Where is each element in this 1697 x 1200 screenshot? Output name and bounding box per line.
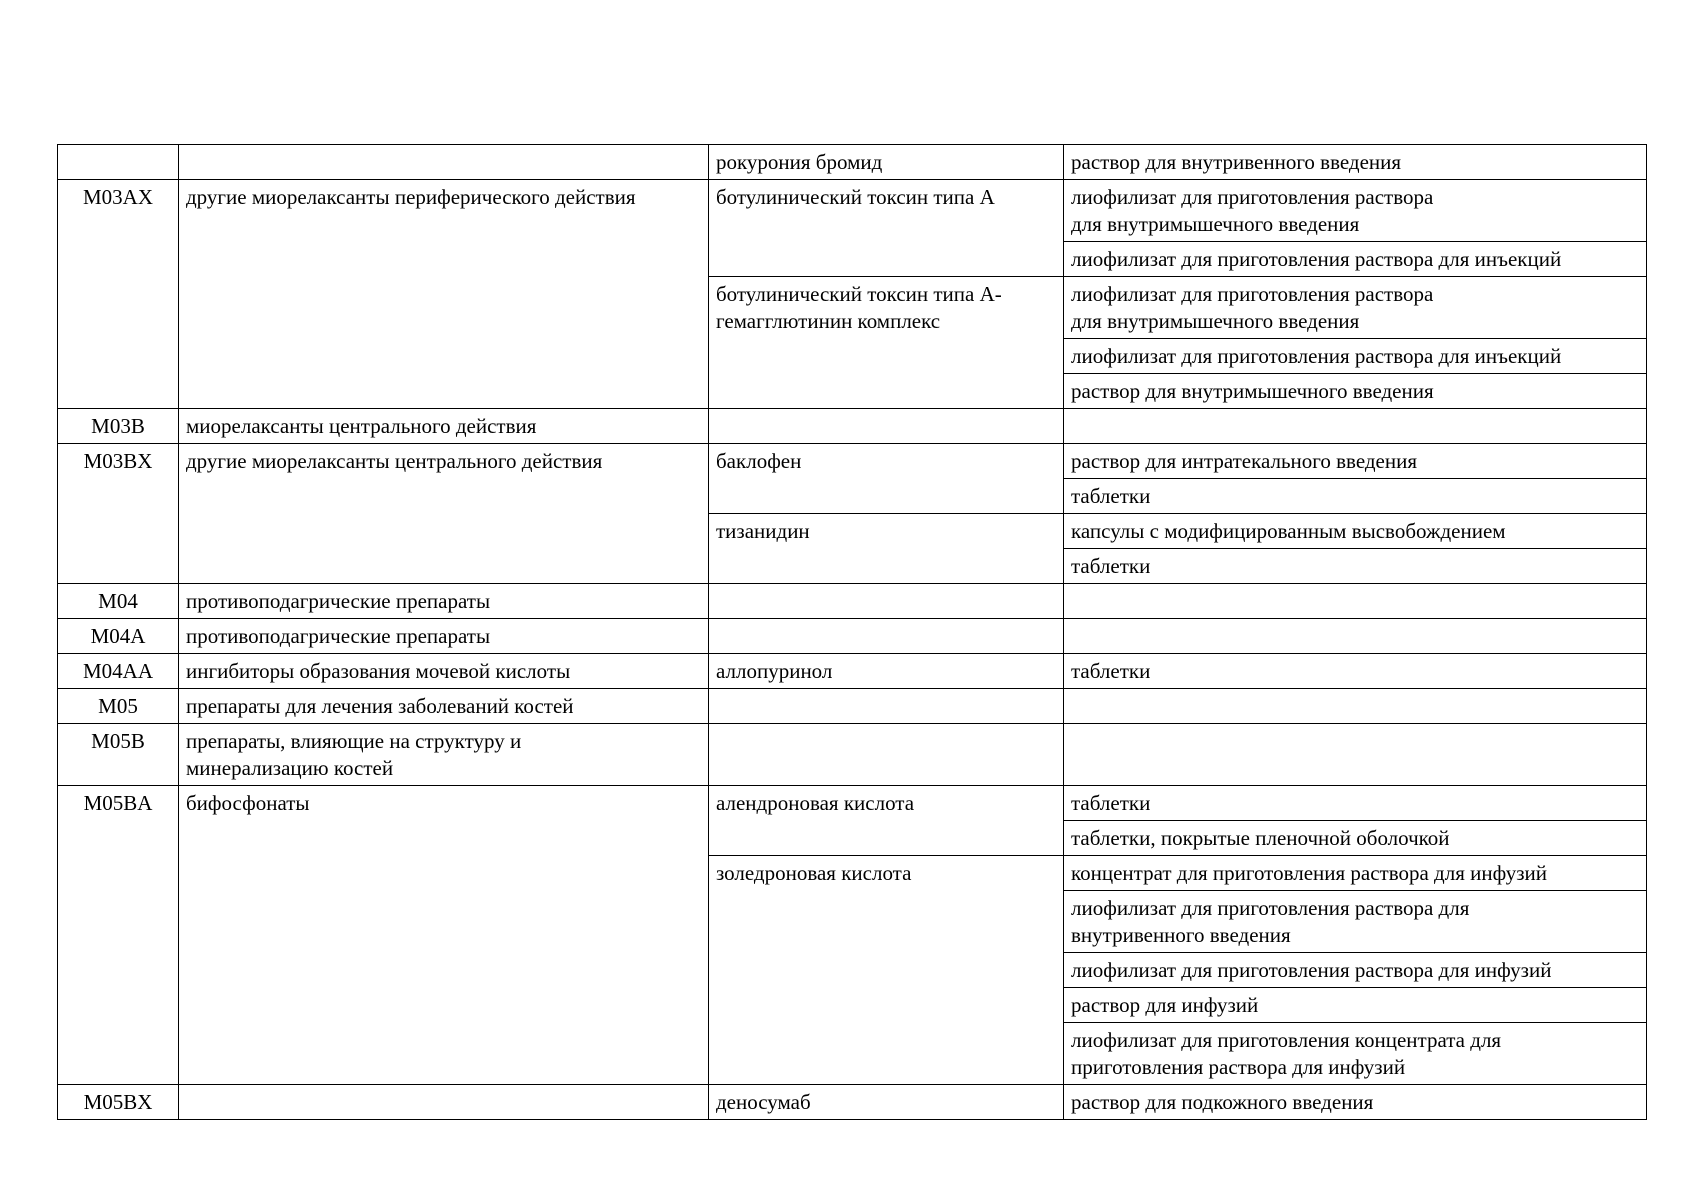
dosage-form-cell [1064, 689, 1647, 724]
dosage-form-cell: таблетки [1064, 479, 1647, 514]
table-row [58, 145, 1647, 180]
atc-code-cell: M04A [58, 619, 179, 654]
atc-code-cell: M04 [58, 584, 179, 619]
atc-code-cell: M03B [58, 409, 179, 444]
drug-name-cell: аллопуринол [709, 654, 1064, 689]
table-row [58, 409, 1647, 444]
dosage-form-cell [1064, 584, 1647, 619]
table-row [58, 654, 1647, 689]
drug-name-cell [709, 724, 1064, 786]
table-row [58, 786, 1647, 821]
group-name-cell: противоподагрические препараты [179, 584, 709, 619]
table-row [58, 619, 1647, 654]
atc-code-cell: M04AA [58, 654, 179, 689]
group-name-cell: бифосфонаты [179, 786, 709, 1085]
drug-name-cell: алендроновая кислота [709, 786, 1064, 856]
drug-name-cell [709, 409, 1064, 444]
drug-name-cell [709, 619, 1064, 654]
dosage-form-cell: раствор для инфузий [1064, 988, 1647, 1023]
drug-name-cell: баклофен [709, 444, 1064, 514]
atc-code-cell: M05BX [58, 1085, 179, 1120]
table-row [58, 689, 1647, 724]
dosage-form-cell: лиофилизат для приготовления раствора для инъекций [1064, 339, 1647, 374]
atc-code-cell: M05BA [58, 786, 179, 1085]
table-row [58, 584, 1647, 619]
group-name-cell: препараты для лечения заболеваний костей [179, 689, 709, 724]
group-name-cell: препараты, влияющие на структуру и минерализацию костей [179, 724, 709, 786]
dosage-form-cell: лиофилизат для приготовления раствора для внутримышечного введения [1064, 180, 1647, 242]
atc-code-cell: M03BX [58, 444, 179, 584]
dosage-form-cell: таблетки [1064, 549, 1647, 584]
dosage-form-cell: капсулы с модифицированным высвобождением [1064, 514, 1647, 549]
drug-name-cell [709, 689, 1064, 724]
drug-name-cell: деносумаб [709, 1085, 1064, 1120]
dosage-form-cell: лиофилизат для приготовления раствора для внутримышечного введения [1064, 277, 1647, 339]
group-name-cell: другие миорелаксанты периферического действия [179, 180, 709, 409]
drug-name-cell [709, 584, 1064, 619]
atc-code-cell: M05 [58, 689, 179, 724]
atc-code-cell: M03AX [58, 180, 179, 409]
drug-name-cell: ботулинический токсин типа A [709, 180, 1064, 277]
drug-name-cell: тизанидин [709, 514, 1064, 584]
table-row [58, 444, 1647, 479]
group-name-cell [179, 145, 709, 180]
dosage-form-cell: концентрат для приготовления раствора для инфузий [1064, 856, 1647, 891]
table-row [58, 180, 1647, 242]
dosage-form-cell [1064, 409, 1647, 444]
dosage-form-cell: лиофилизат для приготовления концентрата для приготовления раствора для инфузий [1064, 1023, 1647, 1085]
group-name-cell: ингибиторы образования мочевой кислоты [179, 654, 709, 689]
table-row [58, 724, 1647, 786]
group-name-cell: противоподагрические препараты [179, 619, 709, 654]
dosage-form-cell: раствор для подкожного введения [1064, 1085, 1647, 1120]
drug-name-cell: ботулинический токсин типа A-гемагглютинин комплекс [709, 277, 1064, 409]
group-name-cell [179, 1085, 709, 1120]
drug-name-cell: золедроновая кислота [709, 856, 1064, 1085]
dosage-form-cell: раствор для внутривенного введения [1064, 145, 1647, 180]
group-name-cell: миорелаксанты центрального действия [179, 409, 709, 444]
dosage-form-cell: таблетки, покрытые пленочной оболочкой [1064, 821, 1647, 856]
group-name-cell: другие миорелаксанты центрального действия [179, 444, 709, 584]
dosage-form-cell: лиофилизат для приготовления раствора для инфузий [1064, 953, 1647, 988]
drug-name-cell: рокурония бромид [709, 145, 1064, 180]
atc-code-cell: M05B [58, 724, 179, 786]
dosage-form-cell [1064, 619, 1647, 654]
dosage-form-cell [1064, 724, 1647, 786]
table-row [58, 1085, 1647, 1120]
dosage-form-cell: раствор для внутримышечного введения [1064, 374, 1647, 409]
dosage-form-cell: лиофилизат для приготовления раствора для инъекций [1064, 242, 1647, 277]
dosage-form-cell: таблетки [1064, 786, 1647, 821]
dosage-form-cell: раствор для интратекального введения [1064, 444, 1647, 479]
atc-code-cell [58, 145, 179, 180]
drug-classification-table [57, 144, 1647, 1120]
dosage-form-cell: лиофилизат для приготовления раствора для внутривенного введения [1064, 891, 1647, 953]
dosage-form-cell: таблетки [1064, 654, 1647, 689]
